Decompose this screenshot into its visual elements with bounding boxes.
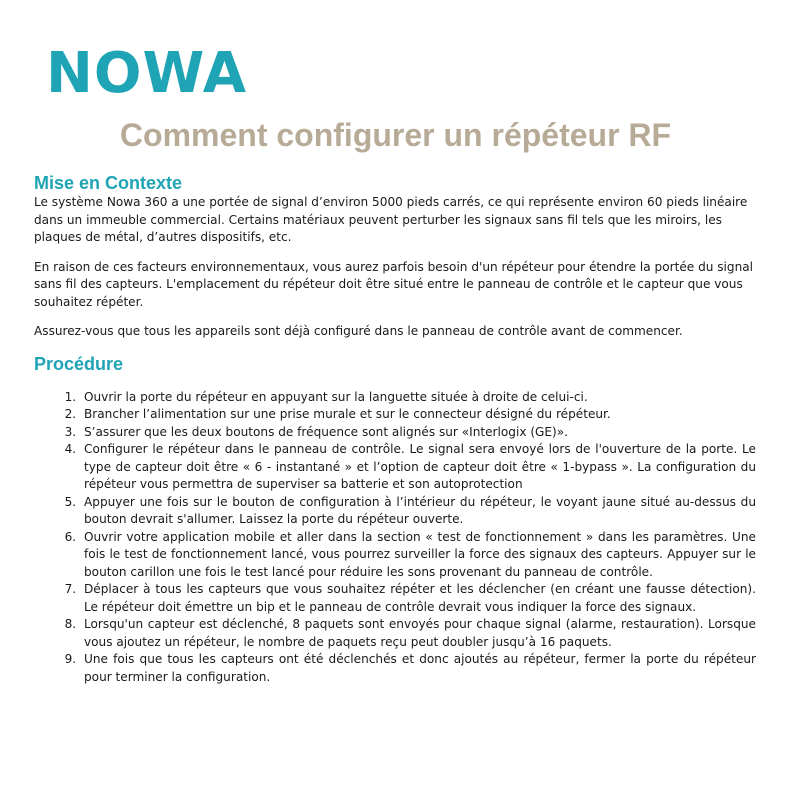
context-paragraph-1: Le système Nowa 360 a une portée de signal d’environ 5000 pieds carrés, ce qui représente environ 60 pieds linéaire dans un immeuble commercial. Certains matériaux peuvent perturber les signaux sans fil tels que les miroirs, les plaques de métal, d’autres dispositifs, etc. [34,195,748,244]
procedure-step-8: 8. Lorsqu'un capteur est déclenché, 8 paquets sont envoyés pour chaque signal (alarme, restauration). Lorsque vous ajoutez un répéteur, le nombre de paquets reçu peut doubler jusqu’à 16 paquets. [80,616,756,651]
context-heading: Mise en Contexte [34,173,183,193]
document-body [34,172,756,686]
procedure-steps [34,389,756,687]
procedure-step-6: 6. Ouvrir votre application mobile et aller dans la section « test de fonctionnement » dans les paramètres. Une fois le test de fonctionnement lancé, vous pourrez surveiller la force des signaux des capteurs. Appuyer sur le bouton carillon une fois le test lancé pour réduire les sons provenant du panneau de contrôle. [80,529,756,582]
context-paragraph-2: En raison de ces facteurs environnementaux, vous aurez parfois besoin d'un répéteur pour étendre la portée du signal sans fil des capteurs. L'emplacement du répéteur doit être situé entre le panneau de contrôle et le capteur que vous souhaitez répéter. [34,259,754,309]
procedure-step-2: 2. Brancher l’alimentation sur une prise murale et sur le connecteur désigné du répéteur. [80,406,756,424]
procedure-heading: Procédure [34,353,124,374]
procedure-step-1: 1. Ouvrir la porte du répéteur en appuyant sur la languette située à droite de celui-ci. [80,389,756,407]
page-title: Comment configurer un répéteur RF [119,117,672,153]
procedure-step-9: 9. Une fois que tous les capteurs ont été déclenchés et donc ajoutés au répéteur, fermer la porte du répéteur pour terminer la configuration. [80,651,756,686]
context-paragraph-3: Assurez-vous que tous les appareils sont déjà configuré dans le panneau de contrôle avant de commencer. [34,324,683,338]
procedure-step-5: 5. Appuyer une fois sur le bouton de configuration à l’intérieur du répéteur, le voyant jaune situé au-dessus du bouton devrait s'allumer. Laissez la porte du répéteur ouverte. [80,494,756,529]
procedure-step-4: 4. Configurer le répéteur dans le panneau de contrôle. Le signal sera envoyé lors de l'ouverture de la porte. Le type de capteur doit être « 6 - instantané » et l’option de capteur doit être « 1-bypass ». La configuration du répéteur vous permettra de superviser sa batterie et son autoprotection [80,441,756,494]
procedure-step-3: 3. S’assurer que les deux boutons de fréquence sont alignés sur «Interlogix (GE)». [80,424,756,442]
nowa-logo: NOWA [46,41,248,106]
procedure-step-7: 7. Déplacer à tous les capteurs que vous souhaitez répéter et les déclencher (en créant une fausse détection). Le répéteur doit émettre un bip et le panneau de contrôle devrait vous indiquer la force des signaux. [80,581,756,616]
